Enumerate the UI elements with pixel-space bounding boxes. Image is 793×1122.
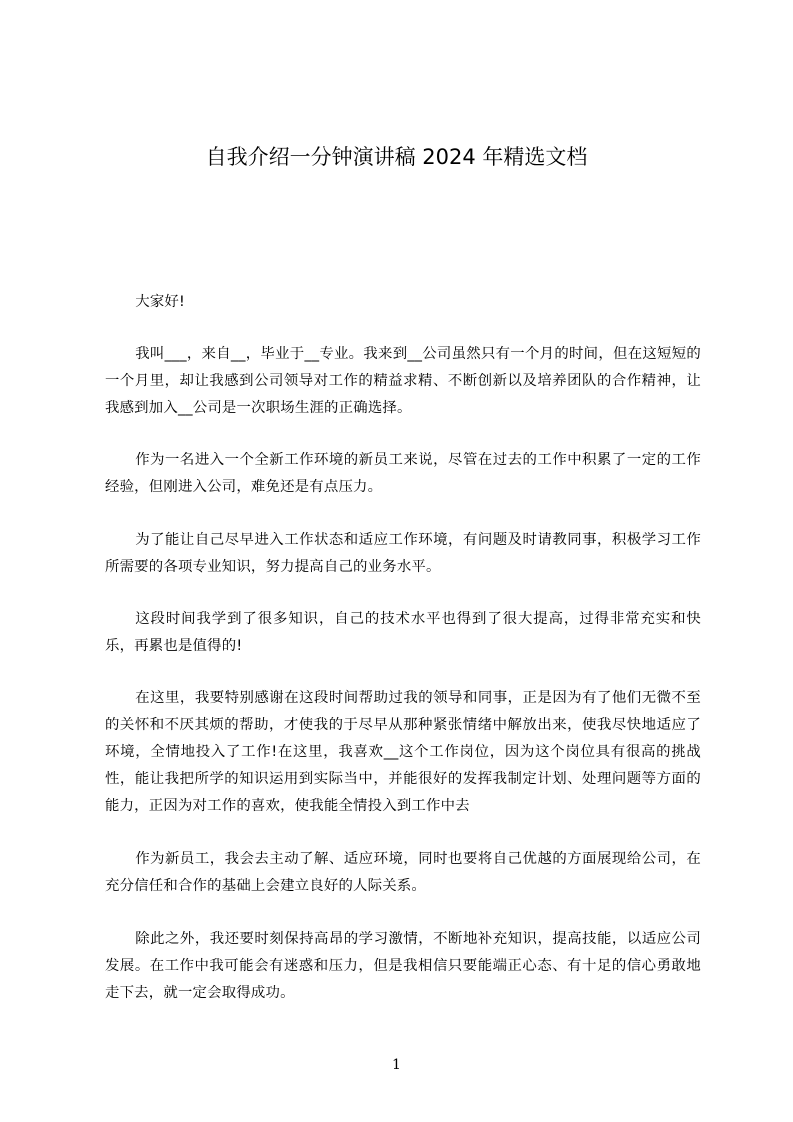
- paragraph-conclusion: 除此之外，我还要时刻保持高昂的学习激情，不断地补充知识，提高技能，以适应公司发展。在工作中我可能会有迷惑和压力，但是我相信只要能端正心态、有十足的信心勇敢地走下去，就一定会取得成功。: [105, 931, 701, 1001]
- paragraph-gratitude: 在这里，我要特别感谢在这段时间帮助过我的领导和同事，正是因为有了他们无微不至的关怀和不厌其烦的帮助，才使我的于尽早从那种紧张情绪中解放出来，使我尽快地适应了环境，全情地投入了工作!在这里，我喜欢__这个工作岗位，因为这个岗位具有很高的挑战性，能让我把所学的知识运用到实际当中，并能很好的发挥我制定计划、处理问题等方面的能力，正因为对工作的喜欢，使我能全情投入到工作中去: [105, 690, 701, 814]
- paragraph-greeting: 大家好!: [135, 294, 185, 310]
- paragraph-relationships: 作为新员工，我会去主动了解、适应环境，同时也要将自己优越的方面展现给公司，在充分信任和合作的基础上会建立良好的人际关系。: [105, 851, 701, 894]
- paragraph-new-employee-pressure: 作为一名进入一个全新工作环境的新员工来说，尽管在过去的工作中积累了一定的工作经验，但刚进入公司，难免还是有点压力。: [105, 452, 701, 495]
- paragraph-introduction: 我叫___，来自__，毕业于__专业。我来到__公司虽然只有一个月的时间，但在这短短的一个月里，却让我感到公司领导对工作的精益求精、不断创新以及培养团队的合作精神，让我感到加入__公司是一次职场生涯的正确选择。: [105, 346, 701, 416]
- document-title: 自我介绍一分钟演讲稿 2024 年精选文档: [205, 145, 588, 169]
- paragraph-learning: 这段时间我学到了很多知识，自己的技术水平也得到了很大提高，过得非常充实和快乐，再累也是值得的!: [105, 611, 701, 654]
- paragraph-adapting: 为了能让自己尽早进入工作状态和适应工作环境，有问题及时请教同事，积极学习工作所需要的各项专业知识，努力提高自己的业务水平。: [105, 532, 701, 575]
- page-number: 1: [392, 1057, 401, 1073]
